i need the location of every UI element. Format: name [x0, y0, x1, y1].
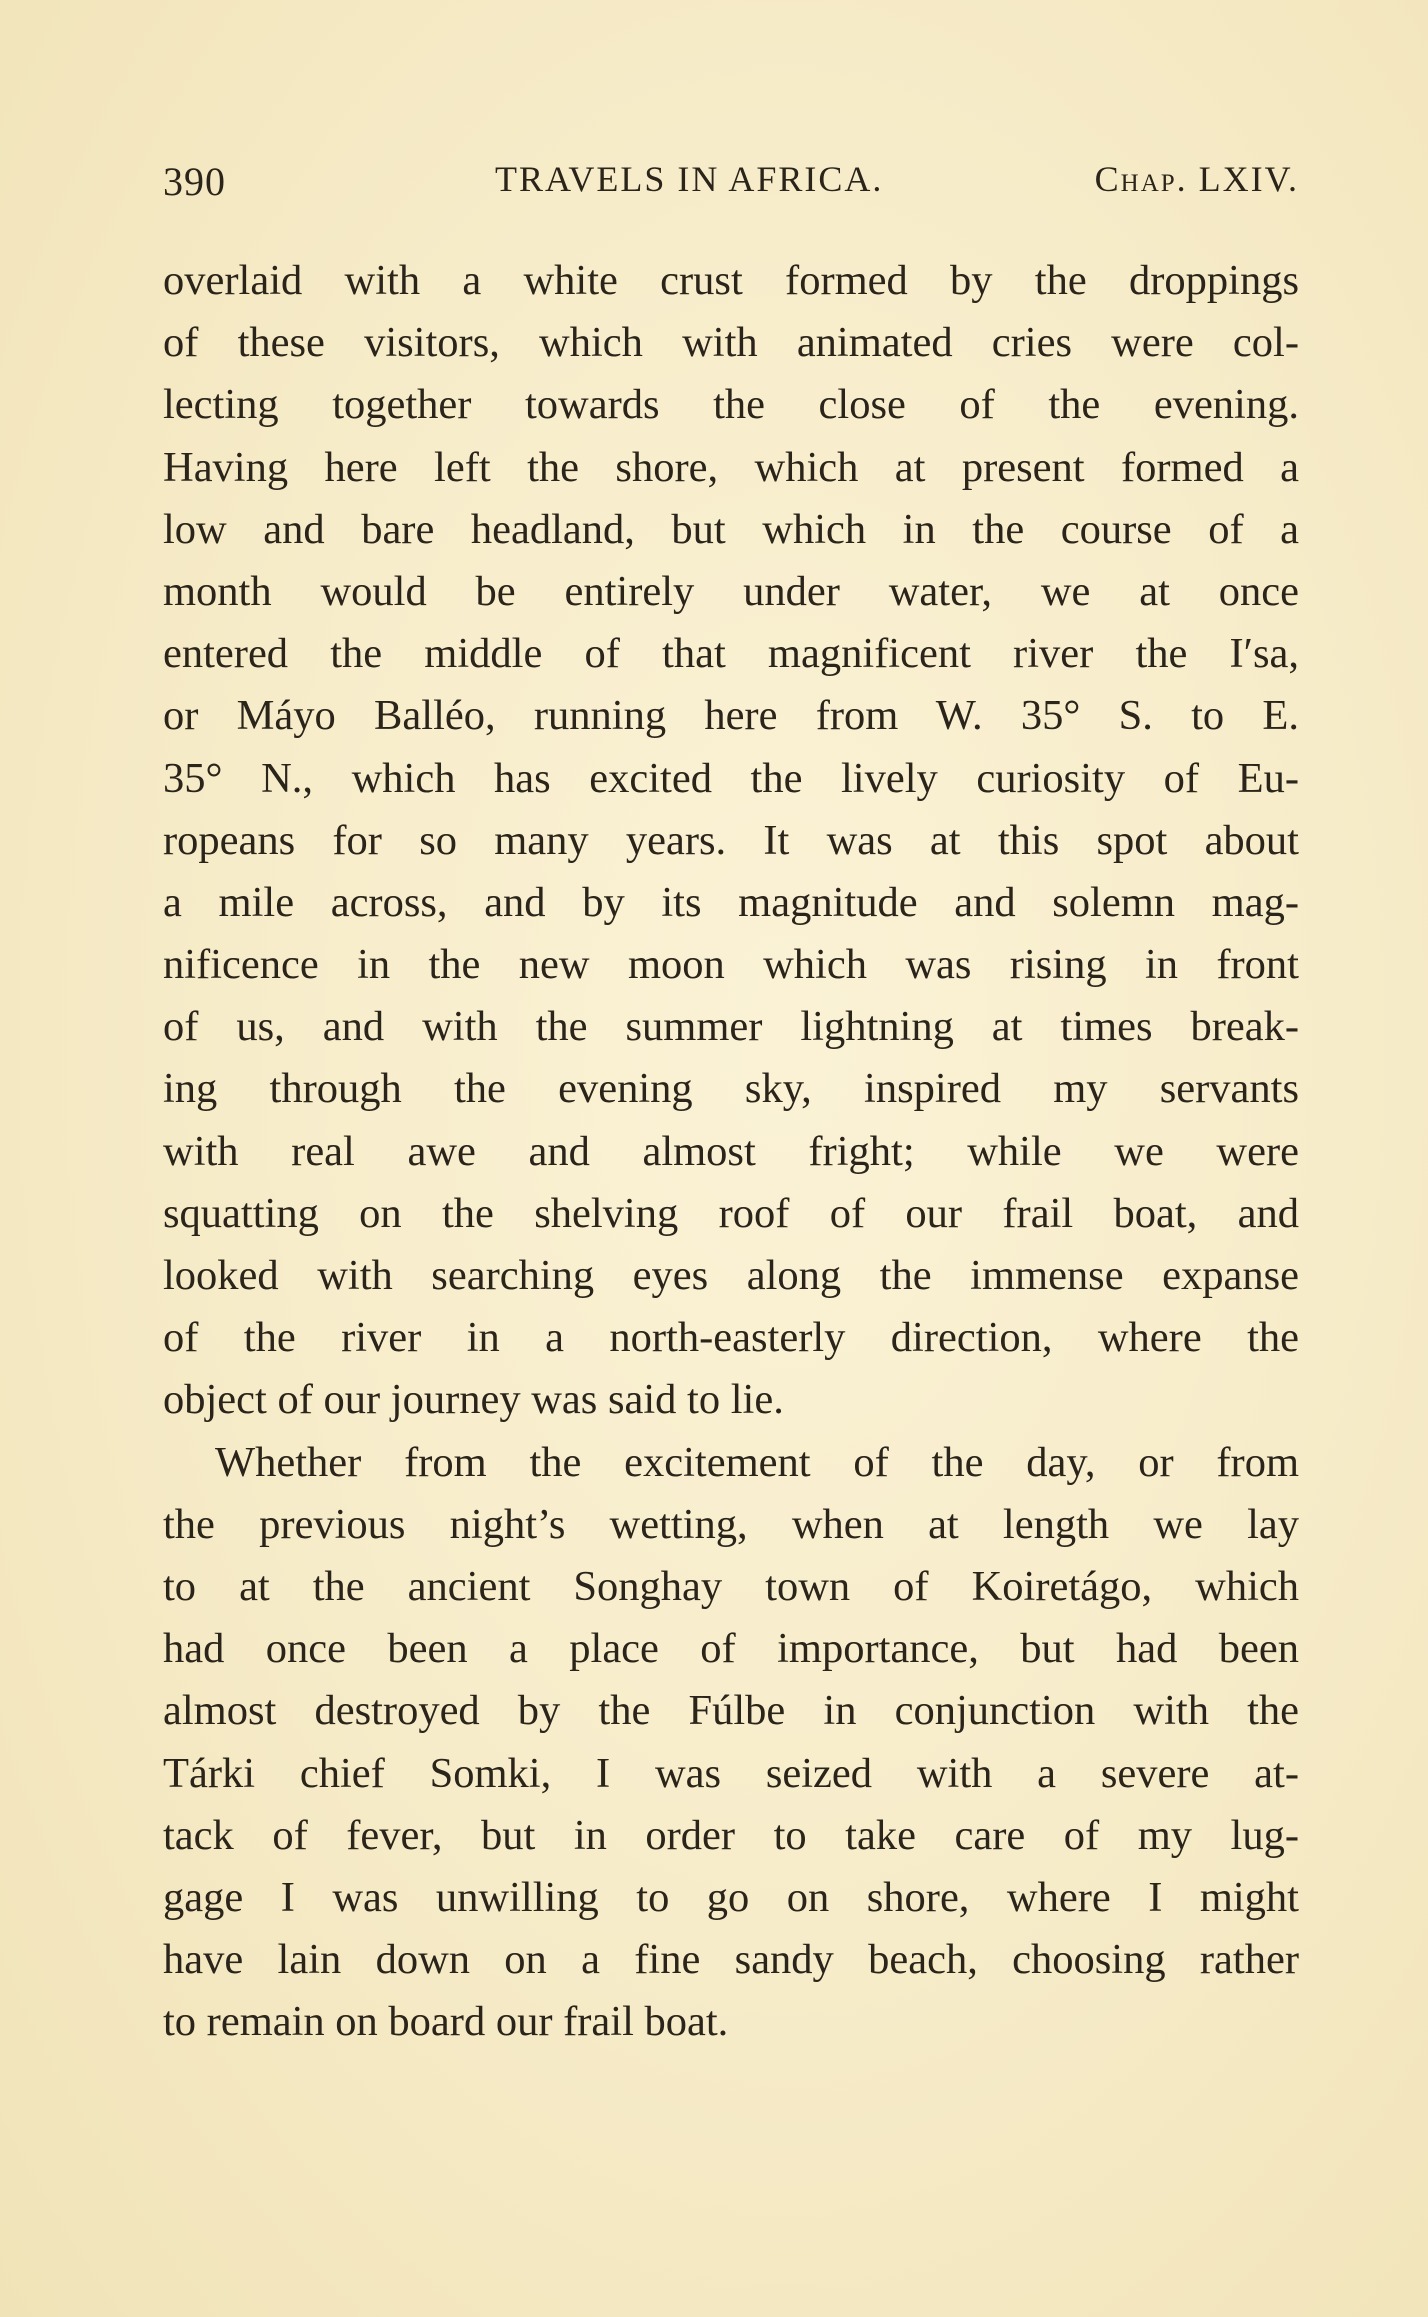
- page-number: 390: [163, 159, 226, 204]
- text-line: with real awe and almost fright; while we were: [163, 1127, 1299, 1175]
- text-line: to at the ancient Songhay town of Koiretágo, which: [163, 1562, 1299, 1610]
- text-line: object of our journey was said to lie.: [163, 1376, 784, 1424]
- text-line: entered the middle of that magnificent river the I′sa,: [163, 630, 1299, 678]
- running-title: TRAVELS IN AFRICA.: [495, 159, 884, 199]
- text-line: squatting on the shelving roof of our frail boat, and: [163, 1189, 1299, 1237]
- text-line: Tárki chief Somki, I was seized with a severe at-: [163, 1749, 1299, 1797]
- text-line: low and bare headland, but which in the course of a: [163, 505, 1299, 553]
- running-head: [163, 158, 1299, 208]
- text-line: gage I was unwilling to go on shore, where I might: [163, 1873, 1299, 1921]
- text-line: Having here left the shore, which at present formed a: [163, 443, 1299, 491]
- text-line: 35° N., which has excited the lively curiosity of Eu-: [163, 754, 1299, 802]
- text-line: of these visitors, which with animated cries were col-: [163, 319, 1299, 367]
- text-line: the previous night’s wetting, when at length we lay: [163, 1500, 1299, 1548]
- text-line: month would be entirely under water, we at once: [163, 567, 1299, 615]
- text-line: ing through the evening sky, inspired my servants: [163, 1065, 1299, 1113]
- text-line: almost destroyed by the Fúlbe in conjunction with the: [163, 1687, 1299, 1735]
- text-line: have lain down on a fine sandy beach, choosing rather: [163, 1936, 1299, 1984]
- text-line: a mile across, and by its magnitude and solemn mag-: [163, 878, 1299, 926]
- text-line: to remain on board our frail boat.: [163, 1998, 729, 2046]
- text-line: of the river in a north-easterly direction, where the: [163, 1314, 1299, 1362]
- text-line: Whether from the excitement of the day, or from: [215, 1438, 1299, 1486]
- body-text: [163, 250, 1299, 2053]
- text-line: tack of fever, but in order to take care of my lug-: [163, 1811, 1299, 1859]
- text-line: of us, and with the summer lightning at times break-: [163, 1003, 1299, 1051]
- text-line: ropeans for so many years. It was at this spot about: [163, 816, 1299, 864]
- text-line: had once been a place of importance, but had been: [163, 1625, 1299, 1673]
- chapter-label: Chap. LXIV.: [1094, 159, 1299, 199]
- text-line: nificence in the new moon which was rising in front: [163, 941, 1299, 989]
- text-line: overlaid with a white crust formed by the droppings: [163, 257, 1299, 304]
- text-line: lecting together towards the close of the evening.: [163, 381, 1299, 429]
- text-line: or Máyo Balléo, running here from W. 35° S. to E.: [163, 692, 1299, 740]
- text-line: looked with searching eyes along the immense expanse: [163, 1252, 1299, 1299]
